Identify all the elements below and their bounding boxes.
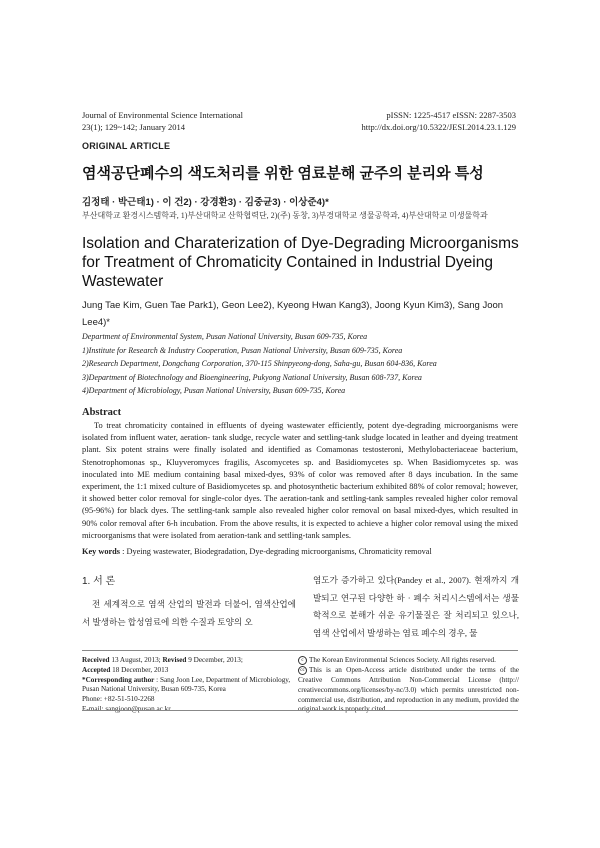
revised-date: 9 December, 2013; <box>186 656 243 664</box>
received-date: 13 August, 2013; <box>109 656 163 664</box>
doi-link[interactable]: http://dx.doi.org/10.5322/JESI.2014.23.1.129 <box>361 122 516 132</box>
article-type: ORIGINAL ARTICLE <box>82 141 171 151</box>
intro-left-text: 전 세계적으로 염색 산업의 발전과 더불어, 염색산업에서 발생하는 합성염료에 의한 수질과 토양의 오 <box>82 599 296 627</box>
section-heading-intro: 1. 서 론 <box>82 576 116 587</box>
affiliations-korean: 부산대학교 환경시스템학과, 1)부산대학교 산학협력단, 2)(주) 동창, 3)부경대학교 생물공학과, 4)부산대학교 미생물학과 <box>82 211 488 220</box>
footnote-license <box>298 656 519 715</box>
affiliation-2: 2)Research Department, Dongchang Corporation, 370-115 Shinpyeong-dong, Saha-gu, Busan 604-836, Korea <box>82 359 437 368</box>
affiliation-1: 1)Institute for Research & Industry Cooperation, Pusan National University, Busan 609-735, Korea <box>82 345 403 355</box>
phone: Phone: +82-51-510-2268 <box>82 695 155 704</box>
title-english: Isolation and Charaterization of Dye-Degrading Microorganisms for Treatment of Chromaticity Contained in Industrial Dyeing Wastewater <box>82 235 519 290</box>
keywords-text: : Dyeing wastewater, Biodegradation, Dye-degrading microorganisms, Chromaticity removal <box>120 547 432 556</box>
footnote-rule-top <box>82 650 518 651</box>
title-korean: 염색공단폐수의 색도처리를 위한 염료분해 균주의 분리와 특성 <box>82 165 484 182</box>
affiliation-3: 3)Department of Biotechnology and Bioengineering, Pukyong National University, Busan 608-737, Korea <box>82 372 422 382</box>
journal-volume: 23(1); 129~142; January 2014 <box>82 122 186 132</box>
abstract-body <box>82 420 518 542</box>
received-label: Received <box>82 656 110 664</box>
authors-english: Jung Tae Kim, Guen Tae Park1), Geon Lee2), Kyeong Hwan Kang3), Joong Kyun Kim3), Sang Joon Lee4)* <box>82 300 504 328</box>
email-link[interactable]: E-mail: sangjoon@pusan.ac.kr <box>82 704 171 713</box>
intro-left-column <box>82 596 296 631</box>
open-access-icon: cc <box>298 666 307 675</box>
keywords-label: Key words <box>82 547 121 556</box>
copyright-text: The Korean Environmental Sciences Society. All rights reserved. <box>309 656 496 665</box>
keywords <box>82 547 518 556</box>
accepted-date: 18 December, 2013 <box>110 665 169 674</box>
issn-info <box>361 109 516 133</box>
intro-right-text: 염도가 증가하고 있다(Pandey et al., 2007). 현재까지 개발되고 연구된 다양한 하 · 폐수 처리시스템에서는 생물학적으로 분해가 쉬운 유기물질은 잘 처리되고 있으나, 염색 산업에서 발생하는 염료 폐수의 경우, 물 <box>313 575 519 638</box>
affiliation-4: 4)Department of Microbiology, Pusan National University, Busan 609-735, Korea <box>82 386 346 395</box>
abstract-text: To treat chromaticity contained in effluents of dyeing wastewater efficiently, potent dye-degrading microorganisms were isolated from influent water, aeration- tank sludge, recycle water and settling-tank sludge located in leather and dyeing treatment plant. Six potent strains were finally isolated and identified as Comamonas testosteroni, Methylobacteriaceae bacterium, Stenotrophomonas sp., Kluyveromyces fragilis, Ascomycetes sp. and Basidiomycetes sp. When Basidiomycetes sp. was inoculated into ME medium containing basal mixed-dyes, 93% of color was removed after 8 days incubation. In the same experiment, the 1:1 mixed culture of Basidiomycetes sp. and photosynthetic bacterium exhibited 88% of color removal; however, it showed better color removal for single-color dyes. The aeration-tank and settling-tank samples revealed higher color removal (95-96%) for black dyes. The settling-tank sample also revealed higher color removal on basal mixed-dyes, which resulted in 90% color removal after 6-h incubation. From the above results, it is expected to achieve a higher color removal using the mixed microorganisms that were isolated from aeration-tank and settling-tank samples. <box>82 421 518 540</box>
abstract-heading: Abstract <box>82 407 122 418</box>
affiliations-english <box>82 330 522 398</box>
accepted-label: Accepted <box>82 665 111 674</box>
authors-korean: 김정태 · 박근태1) · 이 건2) · 강경환3) · 김중균3) · 이상준4)* <box>82 197 329 208</box>
affiliation-0: Department of Environmental System, Pusan National University, Busan 609-735, Korea <box>82 332 368 341</box>
issn: pISSN: 1225-4517 eISSN: 2287-3503 <box>386 110 516 120</box>
footnote-dates <box>82 656 296 715</box>
copyright-icon: c <box>298 656 307 665</box>
journal-name: Journal of Environmental Science International <box>82 110 243 120</box>
revised-label: Revised <box>162 656 187 664</box>
license-text: This is an Open-Access article distributed under the terms of the Creative Commons Attribution Non-Commercial License (http:// creativecommons.org/licenses/by-nc/3.0) which permits unrestricted non-commercial use, distribution, and reproduction in any medium, provided the original work is properly cited. <box>298 666 519 714</box>
intro-right-column <box>313 572 519 642</box>
corresponding-label: *Corresponding author <box>82 675 155 684</box>
corresponding-author: : Sang Joon Lee, Department of Microbiology, Pusan National University, Busan 609-735, Korea <box>82 675 291 694</box>
journal-info <box>82 109 243 133</box>
footnote-rule-bottom <box>82 710 518 711</box>
